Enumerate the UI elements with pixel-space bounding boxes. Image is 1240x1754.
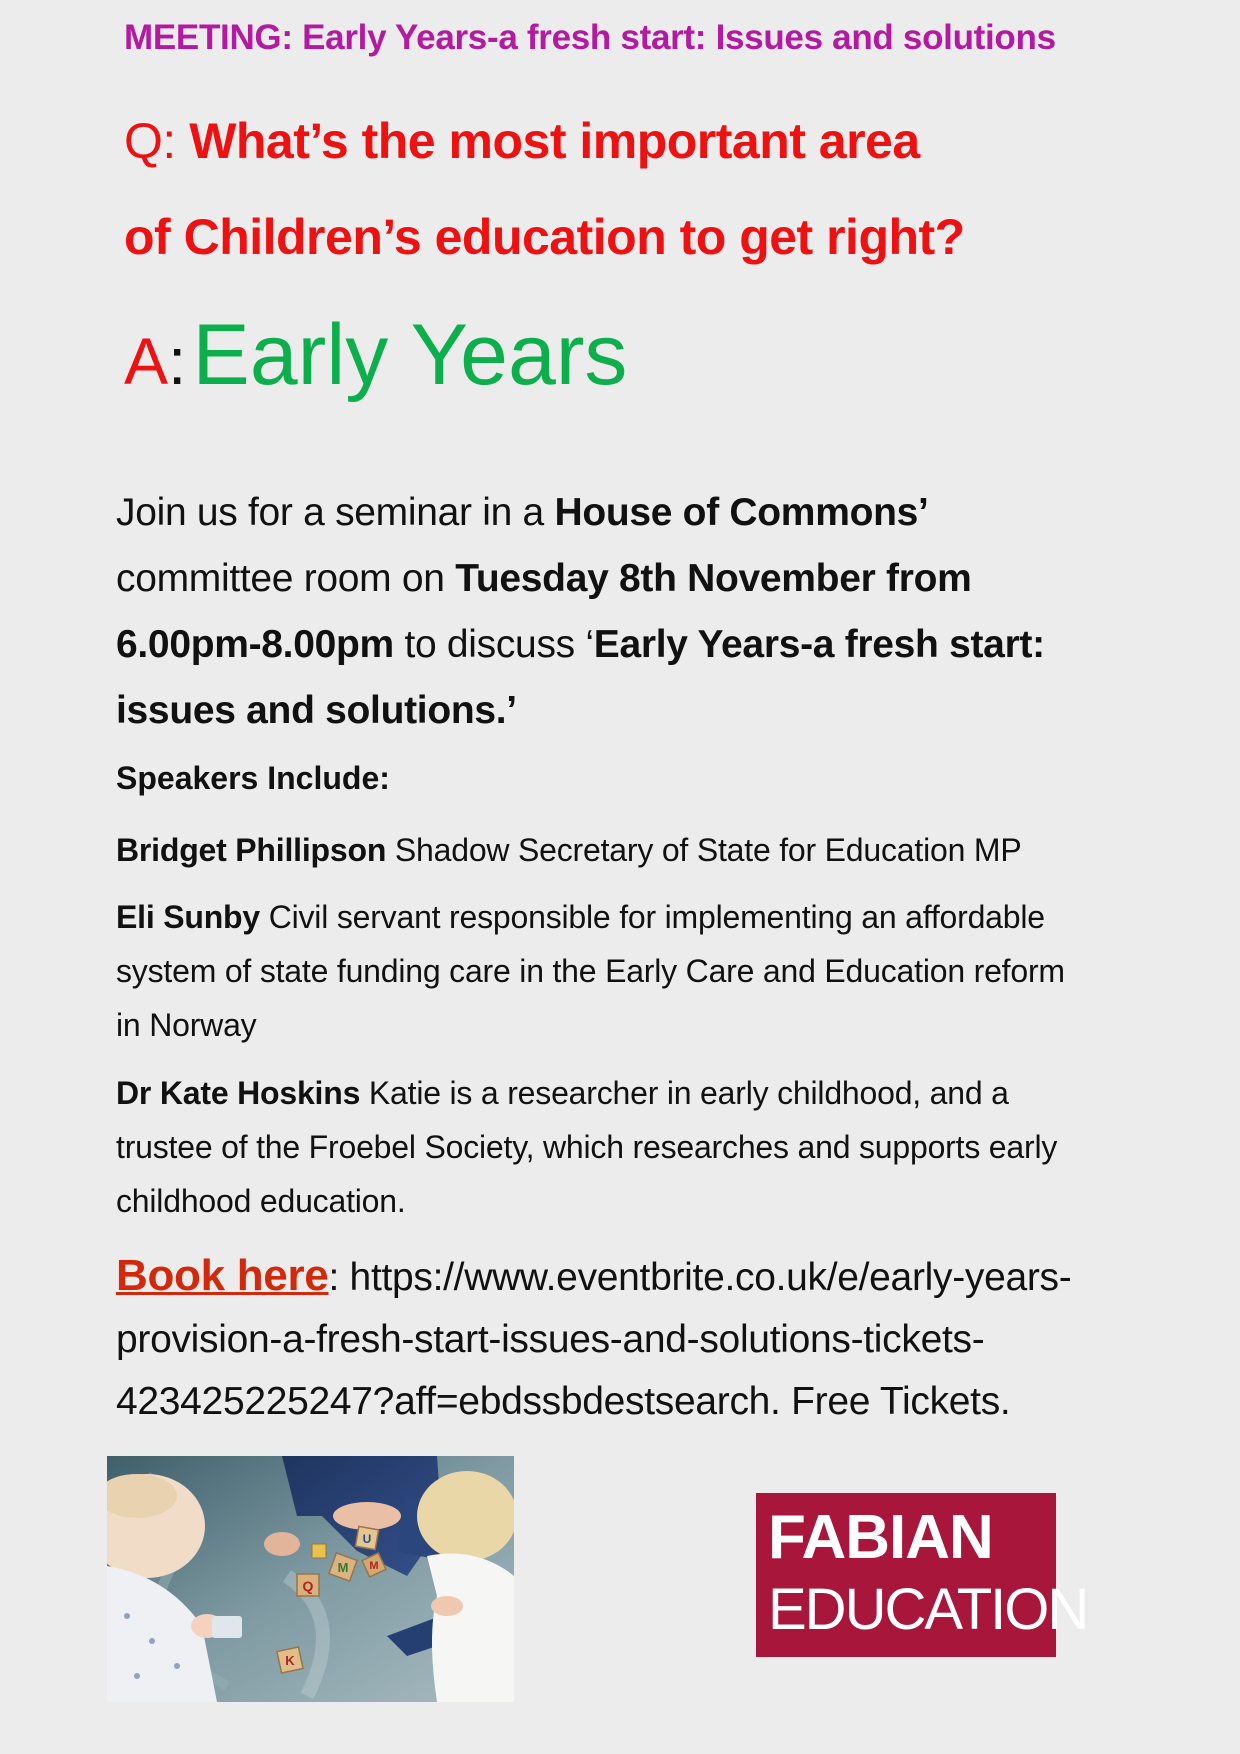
- speaker-item: [116, 823, 1076, 877]
- speaker-name: Dr Kate Hoskins: [116, 1075, 361, 1111]
- intro-venue: House of Commons’: [554, 491, 929, 534]
- speakers-heading: Speakers Include:: [116, 760, 390, 796]
- answer-prefix: A: [124, 324, 169, 398]
- intro-date-time: Tuesday 8th November from 6.00pm-8.00pm: [116, 557, 972, 666]
- block-letter: M: [369, 1560, 379, 1572]
- meeting-title: MEETING: Early Years-a fresh start: Issues and solutions: [124, 18, 1056, 57]
- speaker-description: Civil servant responsible for implementing an affordable system of state funding care in the Early Care and Education reform in Norway: [116, 899, 1065, 1043]
- block-letter: M: [337, 1560, 349, 1575]
- speaker-item: [116, 1066, 1076, 1228]
- book-here-link[interactable]: Book here: [116, 1251, 329, 1300]
- answer-text: Early Years: [192, 307, 628, 403]
- answer-heading: [124, 307, 628, 403]
- children-playing-photo: [107, 1456, 514, 1702]
- logo-line-1: FABIAN: [768, 1503, 993, 1572]
- intro-text-2: committee room on: [116, 557, 456, 600]
- speaker-name: Bridget Phillipson: [116, 832, 387, 868]
- block-letter: Q: [302, 1578, 314, 1594]
- intro-text-3: to discuss ‘: [393, 623, 594, 666]
- logo-line-2: EDUCATION: [768, 1577, 1088, 1642]
- intro-text-1: Join us for a seminar in a: [116, 491, 555, 534]
- intro-paragraph: [116, 480, 1076, 744]
- block-letter: U: [362, 1532, 372, 1546]
- question-line-2: of Children’s education to get right?: [124, 209, 965, 265]
- question-text-1: What’s the most important area: [189, 113, 920, 169]
- photo-illustration: [107, 1456, 514, 1702]
- question-line-1: [124, 112, 920, 170]
- intro-event-title: Early Years-a fresh start: issues and solutions.’: [116, 623, 1045, 732]
- booking-colon: :: [328, 1256, 340, 1299]
- speaker-name: Eli Sunby: [116, 899, 260, 935]
- booking-paragraph: [116, 1245, 1096, 1433]
- block-letter: K: [285, 1653, 295, 1668]
- question-prefix: Q:: [124, 113, 190, 169]
- speaker-description: Shadow Secretary of State for Education MP: [386, 832, 1022, 868]
- fabian-education-logo: [756, 1493, 1088, 1657]
- speaker-description: Katie is a researcher in early childhood, and a trustee of the Froebel Society, which researches and supports early childhood education.: [116, 1075, 1058, 1219]
- answer-colon: :: [168, 324, 187, 398]
- booking-url-text: https://www.eventbrite.co.uk/e/early-years-provision-a-fresh-start-issues-and-solutions-tickets-423425225247?aff=ebdssbdestsearch. Free Tickets.: [116, 1256, 1072, 1423]
- speaker-item: [116, 890, 1076, 1052]
